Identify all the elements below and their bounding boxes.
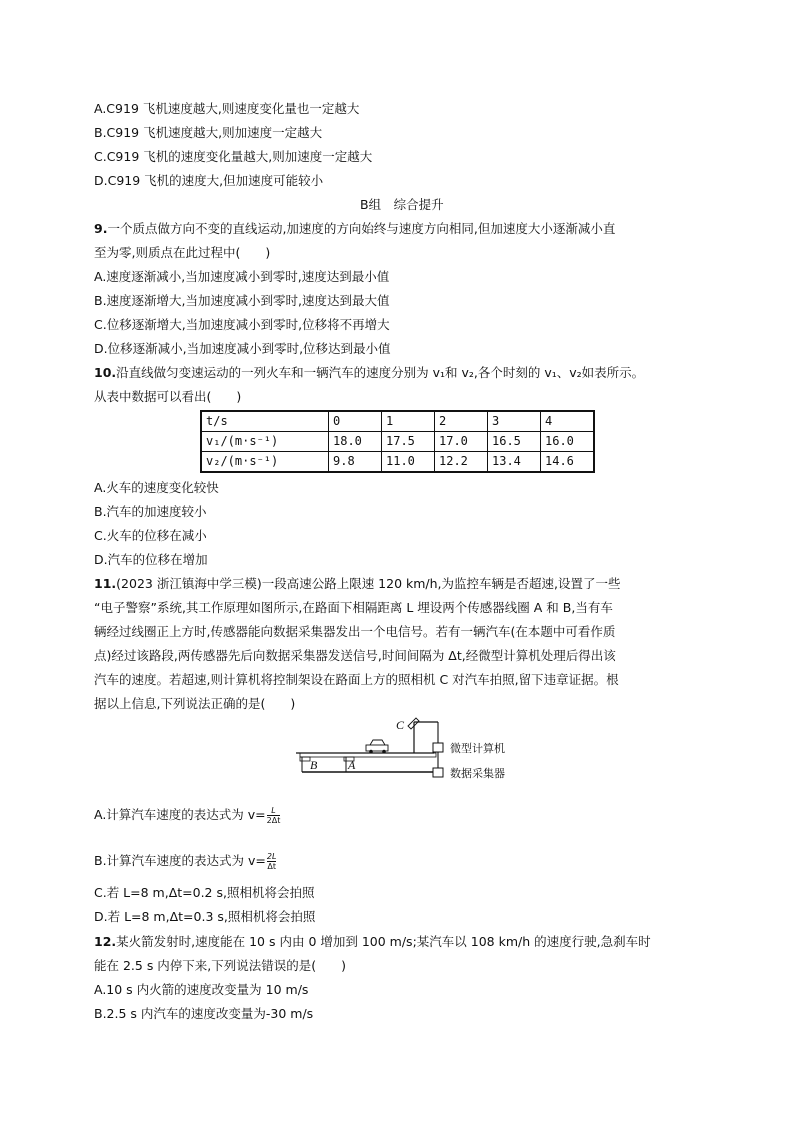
q11-option-a-text: A.计算汽车速度的表达式为 v= <box>94 807 266 822</box>
q10-number: 10. <box>94 365 117 380</box>
q8-option-c: C.C919 飞机的速度变化量越大,则加速度一定越大 <box>94 149 373 164</box>
table-row <box>201 452 594 473</box>
q11-option-d: D.若 L=8 m,Δt=0.3 s,照相机将会拍照 <box>94 909 316 924</box>
car-icon <box>366 740 388 753</box>
q11-number: 11. <box>94 576 117 591</box>
q9-stem-line1 <box>94 221 615 237</box>
q8-option-a: A.C919 飞机速度越大,则速度变化量也一定越大 <box>94 101 360 116</box>
table-row <box>201 411 594 432</box>
q12-stem-line1 <box>94 934 651 950</box>
velocity-table <box>200 410 595 473</box>
fraction-denominator: 2Δt <box>266 816 281 825</box>
table-cell: 1 <box>382 411 435 432</box>
table-row <box>201 432 594 452</box>
label-computer: 微型计算机 <box>450 742 505 755</box>
q10-option-c: C.火车的位移在减小 <box>94 528 207 543</box>
q10-option-b: B.汽车的加速度较小 <box>94 504 207 519</box>
table-cell: t/s <box>201 411 329 432</box>
q12-option-a: A.10 s 内火箭的速度改变量为 10 m/s <box>94 982 309 997</box>
q11-option-b <box>94 852 276 871</box>
q10-option-a: A.火车的速度变化较快 <box>94 480 219 495</box>
fraction-denominator: Δt <box>267 862 276 871</box>
q10-stem-line1 <box>94 365 644 381</box>
q12-number: 12. <box>94 934 117 949</box>
speed-camera-diagram <box>296 712 556 784</box>
section-title: B组 综合提升 <box>360 197 444 212</box>
label-collector: 数据采集器 <box>450 767 505 780</box>
table-cell: 13.4 <box>488 452 541 473</box>
table-cell: v₂/(m·s⁻¹) <box>201 452 329 473</box>
fraction-2l-over-dt <box>267 852 277 871</box>
q12-stem-text1: 某火箭发射时,速度能在 10 s 内由 0 增加到 100 m/s;某汽车以 108 km/h 的速度行驶,急刹车时 <box>116 934 651 949</box>
table-cell: 17.0 <box>435 432 488 452</box>
q8-option-b: B.C919 飞机速度越大,则加速度一定越大 <box>94 125 323 140</box>
fraction-numerator: 2L <box>266 852 277 861</box>
q11-stem-line5: 汽车的速度。若超速,则计算机将控制架设在路面上方的照相机 C 对汽车拍照,留下违章证据。根 <box>94 672 619 687</box>
q8-option-d: D.C919 飞机的速度大,但加速度可能较小 <box>94 173 324 188</box>
table-cell: 18.0 <box>329 432 382 452</box>
q9-number: 9. <box>94 221 108 236</box>
table-cell: v₁/(m·s⁻¹) <box>201 432 329 452</box>
q9-option-b: B.速度逐渐增大,当加速度减小到零时,速度达到最大值 <box>94 293 390 308</box>
table-cell: 3 <box>488 411 541 432</box>
q11-option-a <box>94 806 280 825</box>
q11-stem-text1: (2023 浙江镇海中学三模)一段高速公路上限速 120 km/h,为监控车辆是否超速,设置了一些 <box>116 576 621 591</box>
table-cell: 2 <box>435 411 488 432</box>
q11-stem-line3: 辆经过线圈正上方时,传感器能向数据采集器发出一个电信号。若有一辆汽车(在本题中可看作质 <box>94 624 616 639</box>
table-cell: 16.0 <box>541 432 595 452</box>
q11-stem-line4: 点)经过该路段,两传感器先后向数据采集器发送信号,时间间隔为 Δt,经微型计算机处理后得出该 <box>94 648 616 663</box>
q11-option-b-text: B.计算汽车速度的表达式为 v= <box>94 853 266 868</box>
q9-stem-line2: 至为零,则质点在此过程中( ) <box>94 245 271 260</box>
label-b: B <box>310 758 318 772</box>
q9-option-d: D.位移逐渐减小,当加速度减小到零时,位移达到最小值 <box>94 341 391 356</box>
table-cell: 0 <box>329 411 382 432</box>
q11-stem-line6: 据以上信息,下列说法正确的是( ) <box>94 696 296 711</box>
q9-stem-text1: 一个质点做方向不变的直线运动,加速度的方向始终与速度方向相同,但加速度大小逐渐减小直 <box>107 221 616 236</box>
collector-box <box>433 768 443 777</box>
table-cell: 9.8 <box>329 452 382 473</box>
table-cell: 17.5 <box>382 432 435 452</box>
q12-stem-line2: 能在 2.5 s 内停下来,下列说法错误的是( ) <box>94 958 347 973</box>
fraction-numerator: L <box>271 806 276 815</box>
computer-box <box>433 743 443 752</box>
q11-stem-line1 <box>94 576 621 592</box>
fraction-l-over-2dt <box>267 806 281 825</box>
q12-option-b: B.2.5 s 内汽车的速度改变量为-30 m/s <box>94 1006 314 1021</box>
table-cell: 14.6 <box>541 452 595 473</box>
q11-option-c: C.若 L=8 m,Δt=0.2 s,照相机将会拍照 <box>94 885 315 900</box>
q10-option-d: D.汽车的位移在增加 <box>94 552 208 567</box>
table-cell: 12.2 <box>435 452 488 473</box>
q9-option-c: C.位移逐渐增大,当加速度减小到零时,位移将不再增大 <box>94 317 390 332</box>
q10-stem-text1: 沿直线做匀变速运动的一列火车和一辆汽车的速度分别为 v₁和 v₂,各个时刻的 v₁、v₂如表所示。 <box>116 365 645 380</box>
q10-stem-line2: 从表中数据可以看出( ) <box>94 389 242 404</box>
table-cell: 11.0 <box>382 452 435 473</box>
q9-option-a: A.速度逐渐减小,当加速度减小到零时,速度达到最小值 <box>94 269 390 284</box>
label-a: A <box>348 758 356 772</box>
table-cell: 16.5 <box>488 432 541 452</box>
label-c: C <box>396 718 405 732</box>
q11-stem-line2: “电子警察”系统,其工作原理如图所示,在路面下相隔距离 L 埋设两个传感器线圈 A 和 B,当有车 <box>94 600 613 615</box>
table-cell: 4 <box>541 411 595 432</box>
